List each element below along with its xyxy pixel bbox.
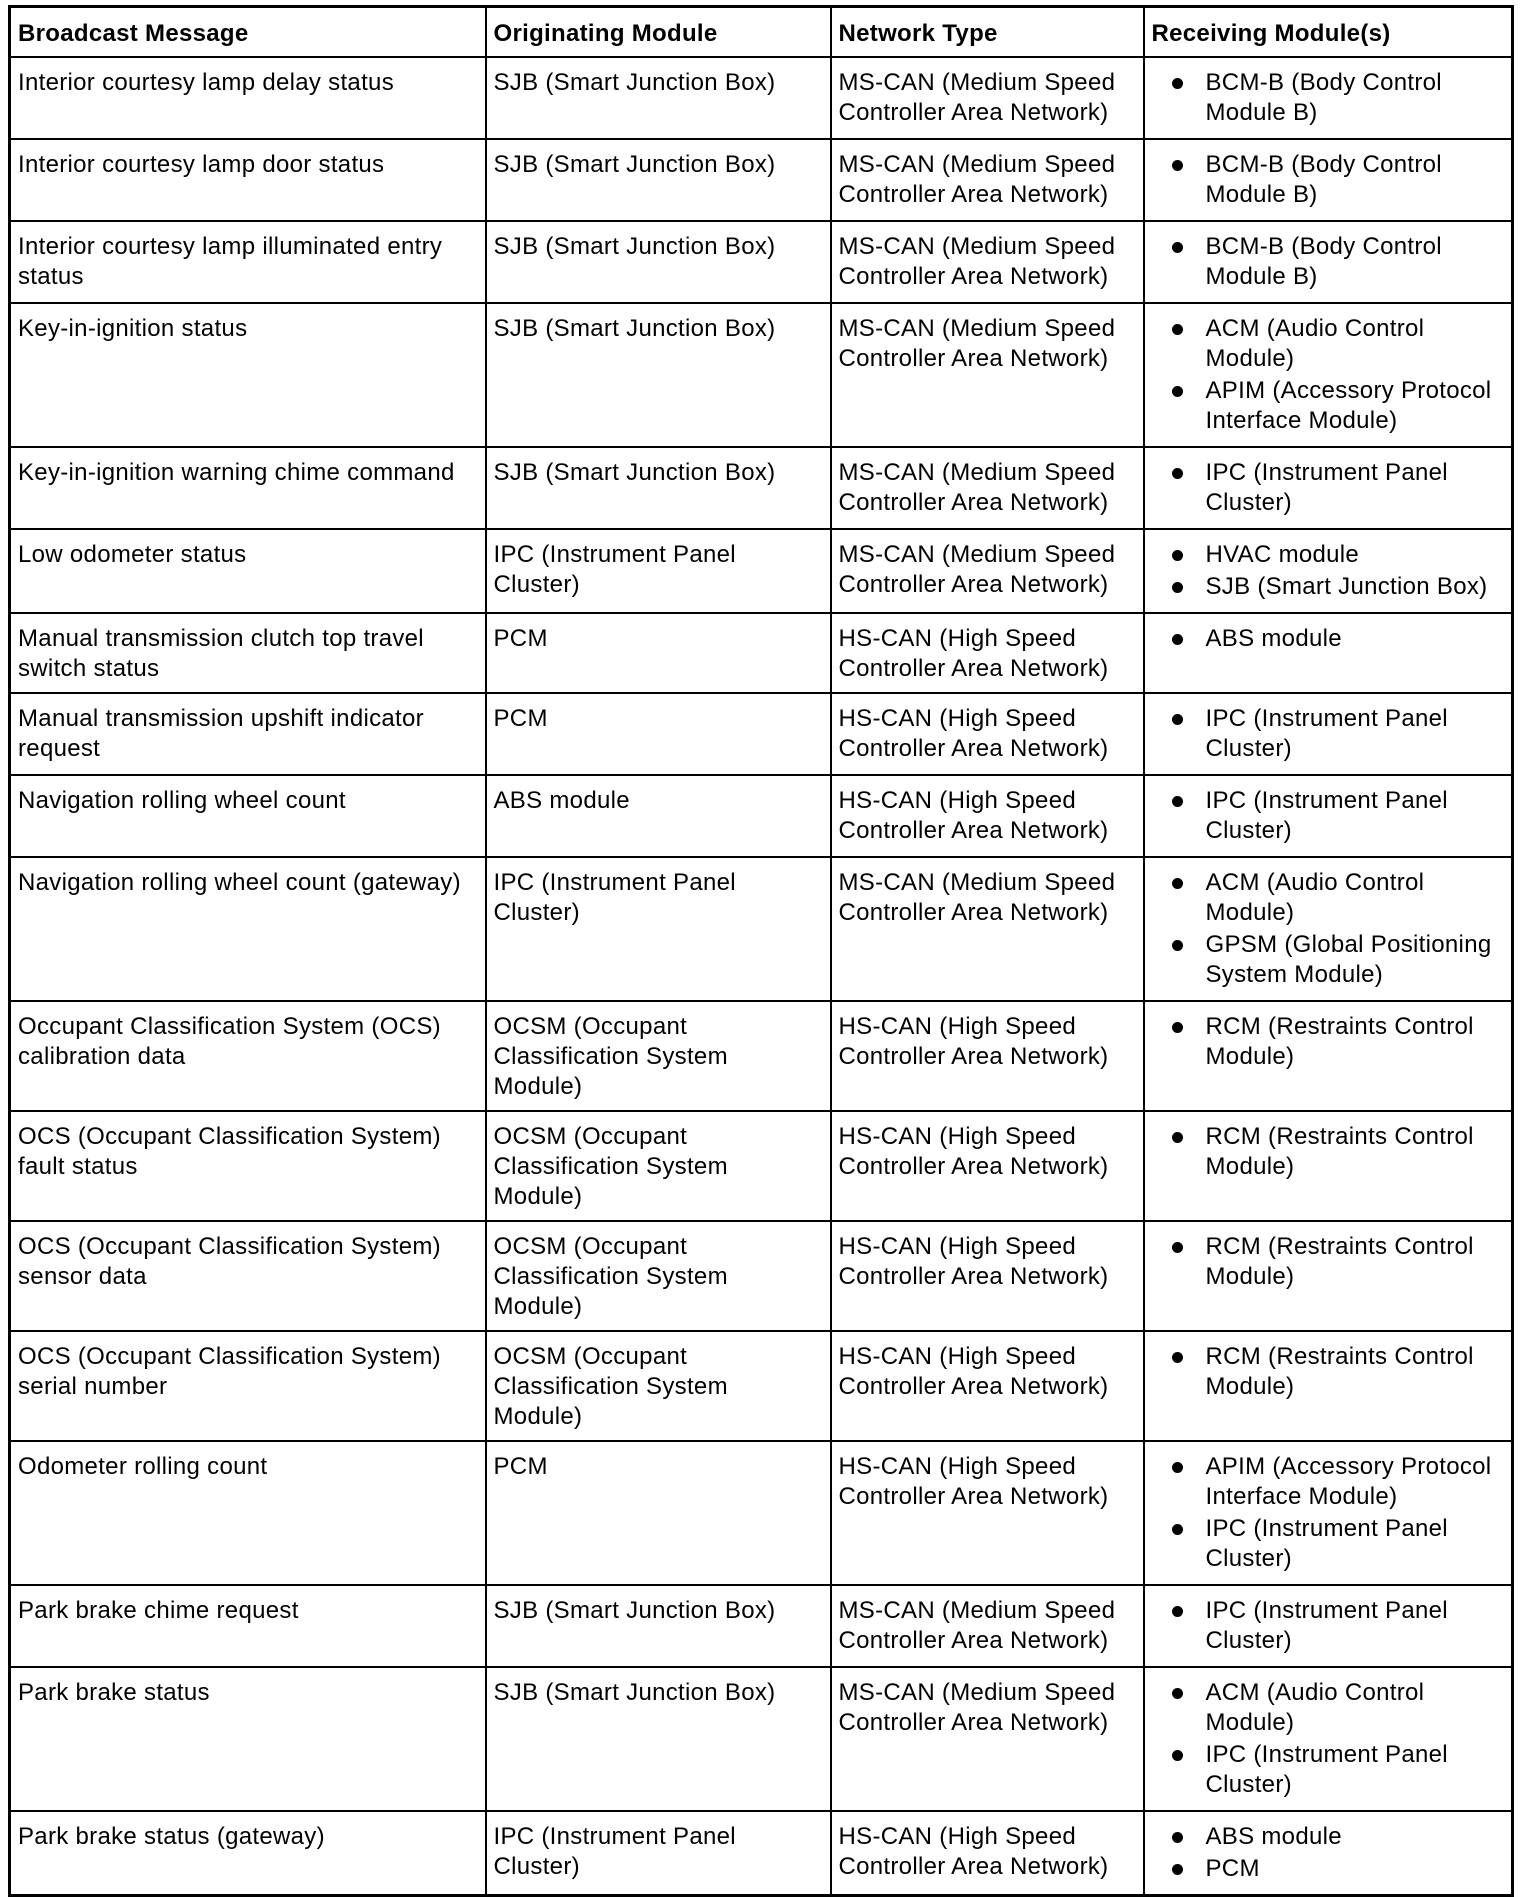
network-type-cell: HS-CAN (High Speed Controller Area Network): [831, 613, 1144, 693]
receiving-modules-cell: [1144, 1585, 1513, 1667]
receiving-modules-list: [1152, 68, 1505, 128]
receiving-module-item: [1152, 458, 1505, 518]
receiving-module-item: [1152, 1822, 1505, 1852]
originating-module-cell: OCSM (Occupant Classification System Module): [486, 1331, 831, 1441]
table-row: [10, 775, 1513, 857]
bullet-icon: [1172, 714, 1183, 725]
bullet-icon: [1172, 1864, 1183, 1875]
bullet-icon: [1172, 1606, 1183, 1617]
broadcast-message-cell: Manual transmission clutch top travel switch status: [10, 613, 486, 693]
receiving-module-label: RCM (Restraints Control Module): [1205, 1123, 1474, 1180]
broadcast-message-cell: OCS (Occupant Classification System) fault status: [10, 1111, 486, 1221]
receiving-module-item: [1152, 572, 1505, 602]
receiving-modules-list: [1152, 540, 1505, 602]
network-type-cell: HS-CAN (High Speed Controller Area Network): [831, 693, 1144, 775]
receiving-modules-cell: [1144, 57, 1513, 139]
network-type-cell: HS-CAN (High Speed Controller Area Network): [831, 1811, 1144, 1896]
receiving-module-item: [1152, 868, 1505, 928]
broadcast-message-cell: OCS (Occupant Classification System) serial number: [10, 1331, 486, 1441]
receiving-module-item: [1152, 786, 1505, 846]
network-type-cell: MS-CAN (Medium Speed Controller Area Network): [831, 1667, 1144, 1811]
receiving-module-item: [1152, 314, 1505, 374]
network-type-cell: HS-CAN (High Speed Controller Area Network): [831, 1331, 1144, 1441]
broadcast-message-cell: Odometer rolling count: [10, 1441, 486, 1585]
receiving-module-label: RCM (Restraints Control Module): [1205, 1013, 1474, 1070]
table-row: [10, 857, 1513, 1001]
receiving-module-item: [1152, 150, 1505, 210]
bullet-icon: [1172, 1242, 1183, 1253]
receiving-module-label: ABS module: [1205, 625, 1342, 652]
originating-module-cell: ABS module: [486, 775, 831, 857]
receiving-modules-list: [1152, 314, 1505, 436]
receiving-modules-list: [1152, 1232, 1505, 1292]
receiving-modules-list: [1152, 624, 1505, 654]
originating-module-cell: OCSM (Occupant Classification System Module): [486, 1221, 831, 1331]
broadcast-message-cell: OCS (Occupant Classification System) sensor data: [10, 1221, 486, 1331]
broadcast-message-cell: Park brake status (gateway): [10, 1811, 486, 1896]
receiving-module-label: APIM (Accessory Protocol Interface Module): [1205, 377, 1492, 434]
receiving-modules-list: [1152, 1678, 1505, 1800]
table-row: [10, 303, 1513, 447]
broadcast-message-cell: Park brake chime request: [10, 1585, 486, 1667]
receiving-modules-cell: [1144, 857, 1513, 1001]
receiving-module-item: [1152, 1678, 1505, 1738]
receiving-modules-list: [1152, 1452, 1505, 1574]
receiving-module-label: SJB (Smart Junction Box): [1205, 573, 1488, 600]
originating-module-cell: SJB (Smart Junction Box): [486, 447, 831, 529]
receiving-modules-list: [1152, 868, 1505, 990]
bullet-icon: [1172, 78, 1183, 89]
receiving-modules-list: [1152, 1822, 1505, 1884]
originating-module-cell: SJB (Smart Junction Box): [486, 1667, 831, 1811]
receiving-module-label: BCM-B (Body Control Module B): [1205, 69, 1442, 126]
receiving-module-label: HVAC module: [1205, 541, 1360, 568]
receiving-module-label: APIM (Accessory Protocol Interface Module): [1205, 1453, 1492, 1510]
receiving-module-item: [1152, 1740, 1505, 1800]
bullet-icon: [1172, 1524, 1183, 1535]
receiving-module-label: IPC (Instrument Panel Cluster): [1205, 787, 1448, 844]
bullet-icon: [1172, 796, 1183, 807]
broadcast-message-cell: Key-in-ignition warning chime command: [10, 447, 486, 529]
originating-module-cell: IPC (Instrument Panel Cluster): [486, 857, 831, 1001]
table-row: [10, 1331, 1513, 1441]
header-receiving-modules: Receiving Module(s): [1144, 7, 1513, 58]
receiving-module-item: [1152, 704, 1505, 764]
bullet-icon: [1172, 582, 1183, 593]
originating-module-cell: SJB (Smart Junction Box): [486, 221, 831, 303]
receiving-module-item: [1152, 1232, 1505, 1292]
receiving-modules-cell: [1144, 529, 1513, 613]
originating-module-cell: PCM: [486, 1441, 831, 1585]
receiving-module-label: ACM (Audio Control Module): [1205, 869, 1425, 926]
receiving-module-item: [1152, 930, 1505, 990]
receiving-modules-list: [1152, 1012, 1505, 1072]
bullet-icon: [1172, 1688, 1183, 1699]
network-type-cell: MS-CAN (Medium Speed Controller Area Network): [831, 139, 1144, 221]
originating-module-cell: IPC (Instrument Panel Cluster): [486, 529, 831, 613]
broadcast-message-cell: Occupant Classification System (OCS) calibration data: [10, 1001, 486, 1111]
table-row: [10, 1585, 1513, 1667]
receiving-modules-cell: [1144, 221, 1513, 303]
network-type-cell: HS-CAN (High Speed Controller Area Network): [831, 1441, 1144, 1585]
receiving-module-item: [1152, 68, 1505, 128]
broadcast-message-cell: Navigation rolling wheel count (gateway): [10, 857, 486, 1001]
receiving-modules-cell: [1144, 613, 1513, 693]
originating-module-cell: PCM: [486, 613, 831, 693]
originating-module-cell: SJB (Smart Junction Box): [486, 57, 831, 139]
receiving-modules-cell: [1144, 775, 1513, 857]
receiving-modules-cell: [1144, 139, 1513, 221]
originating-module-cell: IPC (Instrument Panel Cluster): [486, 1811, 831, 1896]
receiving-module-item: [1152, 1854, 1505, 1884]
broadcast-message-cell: Park brake status: [10, 1667, 486, 1811]
network-type-cell: MS-CAN (Medium Speed Controller Area Network): [831, 529, 1144, 613]
table-row: [10, 447, 1513, 529]
receiving-module-item: [1152, 624, 1505, 654]
table-row: [10, 139, 1513, 221]
bullet-icon: [1172, 1022, 1183, 1033]
network-type-cell: MS-CAN (Medium Speed Controller Area Network): [831, 221, 1144, 303]
receiving-module-label: PCM: [1205, 1855, 1260, 1882]
network-type-cell: MS-CAN (Medium Speed Controller Area Network): [831, 857, 1144, 1001]
receiving-module-label: BCM-B (Body Control Module B): [1205, 233, 1442, 290]
originating-module-cell: SJB (Smart Junction Box): [486, 139, 831, 221]
broadcast-message-cell: Manual transmission upshift indicator request: [10, 693, 486, 775]
receiving-modules-cell: [1144, 1811, 1513, 1896]
bullet-icon: [1172, 242, 1183, 253]
receiving-module-item: [1152, 1122, 1505, 1182]
receiving-modules-list: [1152, 458, 1505, 518]
table-row: [10, 613, 1513, 693]
receiving-modules-list: [1152, 1342, 1505, 1402]
network-type-cell: HS-CAN (High Speed Controller Area Network): [831, 1111, 1144, 1221]
bullet-icon: [1172, 386, 1183, 397]
receiving-module-label: ABS module: [1205, 1823, 1342, 1850]
receiving-modules-list: [1152, 150, 1505, 210]
table-row: [10, 529, 1513, 613]
broadcast-message-cell: Interior courtesy lamp door status: [10, 139, 486, 221]
header-network-type: Network Type: [831, 7, 1144, 58]
bullet-icon: [1172, 1462, 1183, 1473]
table-row: [10, 221, 1513, 303]
receiving-modules-cell: [1144, 1221, 1513, 1331]
table-row: [10, 1667, 1513, 1811]
broadcast-message-cell: Interior courtesy lamp illuminated entry status: [10, 221, 486, 303]
receiving-module-item: [1152, 376, 1505, 436]
network-type-cell: HS-CAN (High Speed Controller Area Network): [831, 775, 1144, 857]
network-type-cell: MS-CAN (Medium Speed Controller Area Network): [831, 303, 1144, 447]
broadcast-message-cell: Low odometer status: [10, 529, 486, 613]
receiving-module-label: IPC (Instrument Panel Cluster): [1205, 459, 1448, 516]
receiving-module-label: RCM (Restraints Control Module): [1205, 1343, 1474, 1400]
table-row: [10, 693, 1513, 775]
receiving-module-label: IPC (Instrument Panel Cluster): [1205, 705, 1448, 762]
receiving-module-item: [1152, 1012, 1505, 1072]
broadcast-message-cell: Navigation rolling wheel count: [10, 775, 486, 857]
bullet-icon: [1172, 550, 1183, 561]
receiving-modules-cell: [1144, 447, 1513, 529]
table-row: [10, 1001, 1513, 1111]
network-type-cell: MS-CAN (Medium Speed Controller Area Network): [831, 1585, 1144, 1667]
broadcast-message-table: [8, 5, 1514, 1897]
table-body: [10, 57, 1513, 1896]
bullet-icon: [1172, 878, 1183, 889]
receiving-modules-list: [1152, 232, 1505, 292]
receiving-modules-cell: [1144, 303, 1513, 447]
bullet-icon: [1172, 940, 1183, 951]
receiving-modules-list: [1152, 1122, 1505, 1182]
header-row: [10, 7, 1513, 58]
originating-module-cell: OCSM (Occupant Classification System Module): [486, 1001, 831, 1111]
bullet-icon: [1172, 634, 1183, 645]
originating-module-cell: SJB (Smart Junction Box): [486, 1585, 831, 1667]
table-row: [10, 1111, 1513, 1221]
receiving-module-label: IPC (Instrument Panel Cluster): [1205, 1597, 1448, 1654]
receiving-modules-list: [1152, 786, 1505, 846]
receiving-modules-cell: [1144, 1001, 1513, 1111]
bullet-icon: [1172, 1750, 1183, 1761]
table-header: [10, 7, 1513, 58]
bullet-icon: [1172, 160, 1183, 171]
receiving-modules-list: [1152, 1596, 1505, 1656]
network-type-cell: HS-CAN (High Speed Controller Area Network): [831, 1001, 1144, 1111]
receiving-modules-cell: [1144, 693, 1513, 775]
header-broadcast-message: Broadcast Message: [10, 7, 486, 58]
receiving-modules-cell: [1144, 1111, 1513, 1221]
bullet-icon: [1172, 1832, 1183, 1843]
receiving-module-item: [1152, 1514, 1505, 1574]
network-type-cell: MS-CAN (Medium Speed Controller Area Network): [831, 447, 1144, 529]
receiving-module-label: ACM (Audio Control Module): [1205, 1679, 1425, 1736]
receiving-module-label: ACM (Audio Control Module): [1205, 315, 1425, 372]
broadcast-message-cell: Interior courtesy lamp delay status: [10, 57, 486, 139]
bullet-icon: [1172, 1352, 1183, 1363]
receiving-module-label: IPC (Instrument Panel Cluster): [1205, 1741, 1448, 1798]
receiving-modules-list: [1152, 704, 1505, 764]
receiving-modules-cell: [1144, 1441, 1513, 1585]
network-type-cell: HS-CAN (High Speed Controller Area Network): [831, 1221, 1144, 1331]
originating-module-cell: OCSM (Occupant Classification System Module): [486, 1111, 831, 1221]
receiving-module-item: [1152, 232, 1505, 292]
bullet-icon: [1172, 1132, 1183, 1143]
network-type-cell: MS-CAN (Medium Speed Controller Area Network): [831, 57, 1144, 139]
originating-module-cell: SJB (Smart Junction Box): [486, 303, 831, 447]
table-row: [10, 1221, 1513, 1331]
broadcast-message-cell: Key-in-ignition status: [10, 303, 486, 447]
table-row: [10, 1441, 1513, 1585]
header-originating-module: Originating Module: [486, 7, 831, 58]
receiving-module-item: [1152, 1596, 1505, 1656]
receiving-module-item: [1152, 1342, 1505, 1402]
table-row: [10, 1811, 1513, 1896]
receiving-module-label: IPC (Instrument Panel Cluster): [1205, 1515, 1448, 1572]
receiving-module-label: BCM-B (Body Control Module B): [1205, 151, 1442, 208]
receiving-module-label: RCM (Restraints Control Module): [1205, 1233, 1474, 1290]
receiving-module-item: [1152, 1452, 1505, 1512]
bullet-icon: [1172, 468, 1183, 479]
receiving-modules-cell: [1144, 1331, 1513, 1441]
receiving-modules-cell: [1144, 1667, 1513, 1811]
originating-module-cell: PCM: [486, 693, 831, 775]
receiving-module-label: GPSM (Global Positioning System Module): [1205, 931, 1492, 988]
bullet-icon: [1172, 324, 1183, 335]
receiving-module-item: [1152, 540, 1505, 570]
table-row: [10, 57, 1513, 139]
